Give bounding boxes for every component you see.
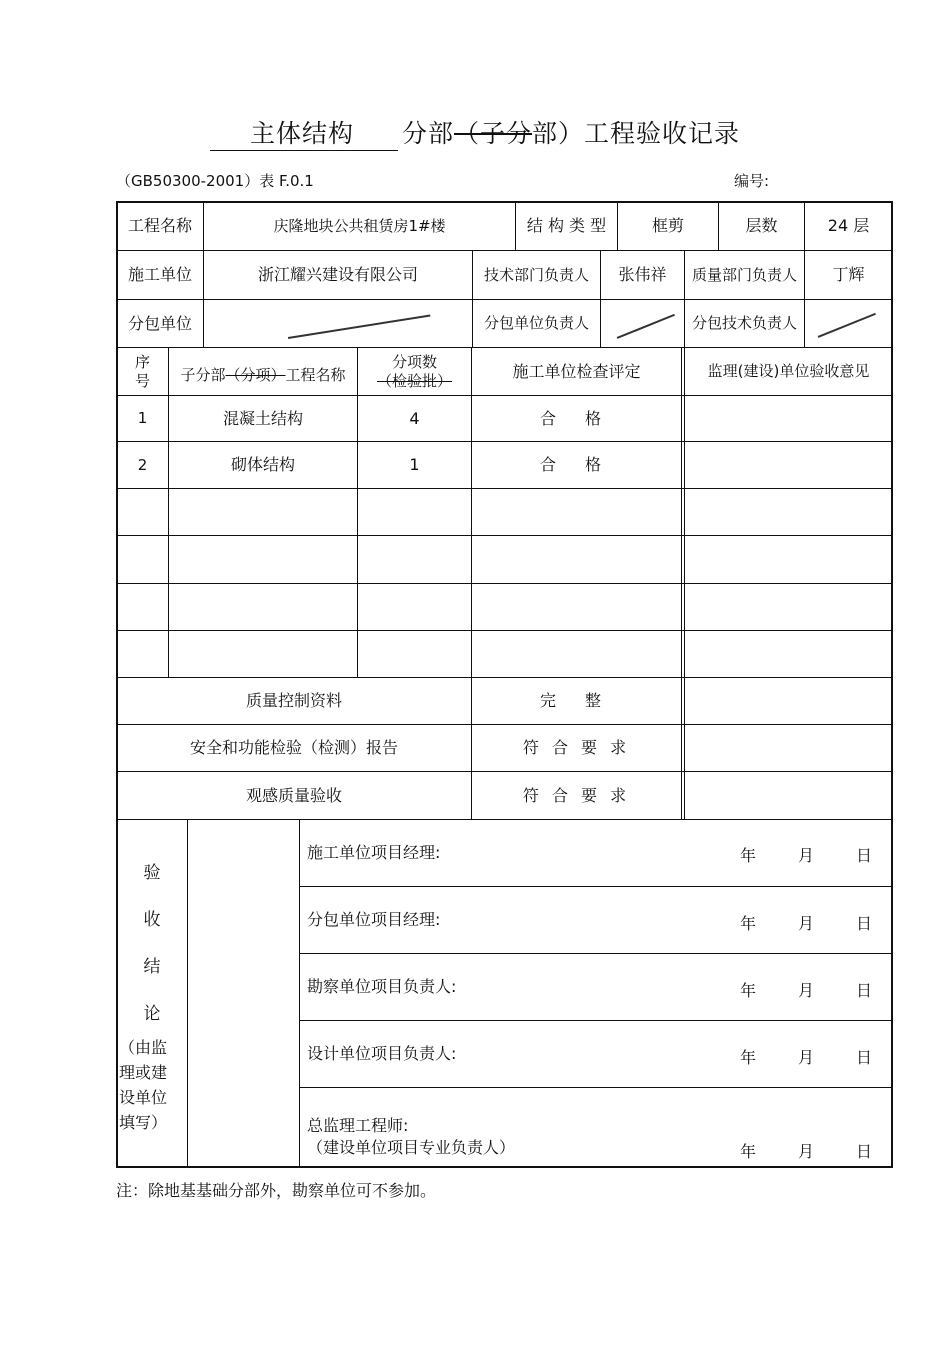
conclusion-note-line: （由监 xyxy=(119,1038,168,1057)
tech-head-label: 技术部门负责人 xyxy=(483,265,589,284)
signer-chief-line2: （建设单位项目专业负责人） xyxy=(307,1138,516,1158)
project-name-label: 工程名称 xyxy=(127,216,192,235)
signer-design: 设计单位项目负责人: xyxy=(307,1044,457,1063)
col-count-line1: 分项数 xyxy=(391,352,437,371)
date-day: 日 xyxy=(855,1048,872,1067)
appearance-result: 符 合 要 求 xyxy=(522,785,631,805)
col-seq-header xyxy=(117,348,168,395)
signer-subcontractor: 分包单位项目经理: xyxy=(307,910,441,929)
h-line xyxy=(117,535,892,536)
standard-ref: （GB50300-2001）表 F.0.1 xyxy=(116,172,314,190)
safety-result: 符 合 要 求 xyxy=(522,738,631,757)
row1-name: 混凝土结构 xyxy=(222,408,303,428)
date-day: 日 xyxy=(855,1142,872,1161)
col-count-header xyxy=(358,348,471,395)
date-day: 日 xyxy=(855,981,872,1000)
v-line xyxy=(299,819,300,1167)
date-year: 年 xyxy=(739,914,756,933)
date-month: 月 xyxy=(797,1142,814,1161)
col-name-header xyxy=(169,348,357,395)
signer-survey: 勘察单位项目负责人: xyxy=(307,977,457,996)
footnote: 注：除地基基础分部外，勘察单位可不参加。 xyxy=(116,1181,437,1200)
row1-seq: 1 xyxy=(137,409,148,428)
date-row xyxy=(719,911,893,934)
date-day: 日 xyxy=(855,846,872,865)
col-check-header: 施工单位检查评定 xyxy=(512,361,641,381)
date-row xyxy=(719,978,893,1001)
h-line xyxy=(117,488,892,489)
quality-head-label: 质量部门负责人 xyxy=(691,265,797,284)
conclusion-char-4: 论 xyxy=(143,1004,161,1024)
col-count-line2: （检验批） xyxy=(376,371,452,390)
v-line xyxy=(681,347,682,819)
row2-count: 1 xyxy=(409,455,420,474)
row2-result: 合 格 xyxy=(539,455,614,474)
appearance-label: 观感质量验收 xyxy=(245,785,342,805)
col-seq-line2: 号 xyxy=(134,371,150,390)
conclusion-note xyxy=(119,1035,185,1135)
date-year: 年 xyxy=(739,1142,756,1161)
conclusion-char-1: 验 xyxy=(143,863,161,883)
conclusion-char-2: 收 xyxy=(143,910,161,930)
col-name-post: 工程名称 xyxy=(285,366,346,385)
safety-label: 安全和功能检验（检测）报告 xyxy=(189,738,398,757)
floors: 24 层 xyxy=(827,216,870,235)
quality-head: 丁辉 xyxy=(832,265,865,284)
sub-head-label: 分包单位负责人 xyxy=(483,314,589,333)
col-name-pre: 子分部 xyxy=(180,366,226,385)
sub-tech-head-label: 分包技术负责人 xyxy=(691,314,797,333)
h-line xyxy=(117,630,892,631)
col-seq-line1: 序 xyxy=(134,352,150,371)
tech-head: 张伟祥 xyxy=(618,265,667,284)
date-month: 月 xyxy=(797,981,814,1000)
row2-seq: 2 xyxy=(137,455,148,474)
h-line xyxy=(117,583,892,584)
contractor-label: 施工单位 xyxy=(127,265,192,284)
conclusion-char-3: 结 xyxy=(143,957,161,977)
structure-type-label: 结 构 类 型 xyxy=(526,216,607,235)
floors-label: 层数 xyxy=(745,216,778,235)
row2-name: 砌体结构 xyxy=(230,455,295,474)
date-month: 月 xyxy=(797,914,814,933)
date-month: 月 xyxy=(797,846,814,865)
date-row xyxy=(719,1139,893,1162)
title-underlined: 主体结构 xyxy=(210,114,398,151)
title-end: 部）工程验收记录 xyxy=(532,119,741,148)
date-day: 日 xyxy=(855,914,872,933)
page-title xyxy=(0,114,950,151)
date-row xyxy=(719,1045,893,1068)
quality-docs-label: 质量控制资料 xyxy=(245,691,342,710)
date-year: 年 xyxy=(739,846,756,865)
row1-count: 4 xyxy=(409,408,420,428)
col-supervise-header: 监理(建设)单位验收意见 xyxy=(707,362,870,381)
structure-type: 框剪 xyxy=(651,216,684,235)
conclusion-note-line: 理或建 xyxy=(119,1063,168,1082)
conclusion-note-line: 填写） xyxy=(119,1113,168,1132)
col-name-struck: （分项） xyxy=(225,366,286,385)
conclusion-note-line: 设单位 xyxy=(119,1088,168,1107)
title-struck: （子分 xyxy=(454,119,533,148)
date-year: 年 xyxy=(739,981,756,1000)
date-month: 月 xyxy=(797,1048,814,1067)
date-year: 年 xyxy=(739,1048,756,1067)
title-middle: 分部 xyxy=(401,119,454,148)
v-line xyxy=(187,819,188,1167)
signer-chief xyxy=(307,1115,515,1160)
date-row xyxy=(719,843,893,866)
quality-docs-result: 完 整 xyxy=(539,691,614,710)
contractor: 浙江耀兴建设有限公司 xyxy=(257,265,418,284)
signer-contractor: 施工单位项目经理: xyxy=(307,843,441,862)
v-line xyxy=(684,347,685,819)
signer-chief-line1: 总监理工程师: xyxy=(307,1116,409,1135)
h-line xyxy=(299,1087,892,1088)
row1-result: 合 格 xyxy=(539,408,614,428)
number-label: 编号: xyxy=(734,172,770,190)
subcontractor-label: 分包单位 xyxy=(127,313,192,333)
project-name: 庆隆地块公共租赁房1#楼 xyxy=(273,216,446,235)
